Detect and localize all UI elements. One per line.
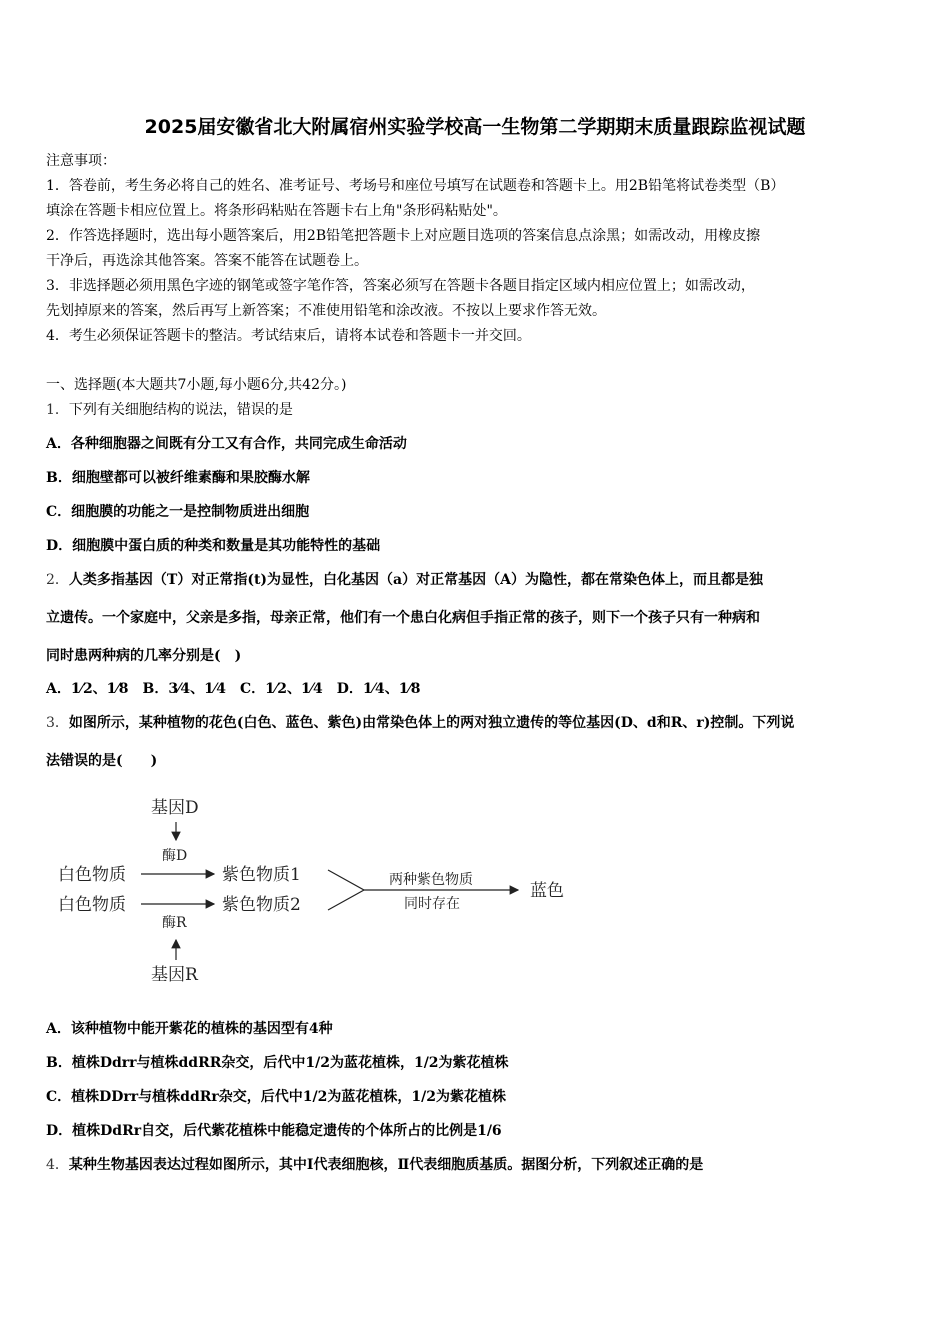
notice-line: 先划掉原来的答案，然后再写上新答案；不准使用铅笔和涂改液。不按以上要求作答无效。 — [46, 303, 606, 319]
question-number: 4． — [46, 1157, 69, 1173]
question-2-options: A．1⁄2、1⁄8 B．3⁄4、1⁄4 C．1⁄2、1⁄4 D．1⁄4、1⁄8 — [46, 681, 421, 697]
question-number: 3． — [46, 715, 69, 731]
question-1-option-c: C．细胞膜的功能之一是控制物质进出细胞 — [46, 504, 310, 520]
question-text: 下列有关细胞结构的说法，错误的是 — [68, 402, 293, 418]
question-3-stem-line1 — [46, 713, 794, 733]
question-3-option-d: D．植株DdRr自交，后代紫花植株中能稳定遗传的个体所占的比例是1/6 — [46, 1123, 502, 1139]
question-number: 2． — [46, 572, 69, 588]
notice-heading: 注意事项： — [46, 153, 116, 169]
question-text: 如图所示，某种植物的花色(白色、蓝色、紫色)由常染色体上的两对独立遗传的等位基因(D、d和R、r)控制。下列说 — [68, 715, 795, 731]
enzyme-r-label: 酶R — [162, 915, 187, 931]
gene-d-label: 基因D — [151, 798, 199, 818]
question-1-option-b: B．细胞壁都可以被纤维素酶和果胶酶水解 — [46, 470, 310, 486]
notice-line: 干净后，再选涂其他答案。答案不能答在试题卷上。 — [46, 253, 368, 269]
section-heading: 一、选择题(本大题共7小题,每小题6分,共42分。) — [46, 377, 347, 393]
white-substance-2: 白色物质 — [58, 895, 126, 915]
combine-label-2: 同时存在 — [404, 896, 460, 912]
purple-substance-2: 紫色物质2 — [222, 895, 301, 915]
question-2-stem-line1 — [46, 570, 763, 590]
purple-substance-1: 紫色物质1 — [222, 865, 301, 885]
question-2-stem-line2: 立遗传。一个家庭中，父亲是多指，母亲正常，他们有一个患白化病但手指正常的孩子，则下一个孩子只有一种病和 — [46, 610, 760, 626]
question-4-stem — [46, 1155, 703, 1175]
question-number: 1． — [46, 402, 69, 418]
question-3-option-a: A．该种植物中能开紫花的植株的基因型有4种 — [46, 1021, 333, 1037]
question-1-stem — [46, 400, 293, 420]
question-1-option-a: A．各种细胞器之间既有分工又有合作，共同完成生命活动 — [46, 436, 407, 452]
question-text: 某种生物基因表达过程如图所示，其中Ⅰ代表细胞核，Ⅱ代表细胞质基质。据图分析，下列叙述正确的是 — [68, 1157, 704, 1173]
page-title: 2025届安徽省北大附属宿州实验学校高一生物第二学期期末质量跟踪监视试题 — [144, 116, 806, 138]
question-2-stem-line3: 同时患两种病的几率分别是( ) — [46, 648, 242, 664]
notice-line: 4．考生必须保证答题卡的整洁。考试结束后，请将本试卷和答题卡一并交回。 — [46, 328, 531, 344]
flower-color-pathway-diagram — [46, 790, 586, 1000]
question-3-stem-line2: 法错误的是( ) — [46, 753, 158, 769]
notice-line: 填涂在答题卡相应位置上。将条形码粘贴在答题卡右上角"条形码粘贴处"。 — [46, 203, 507, 219]
question-3-option-b: B．植株Ddrr与植株ddRR杂交，后代中1/2为蓝花植株，1/2为紫花植株 — [46, 1055, 509, 1071]
blue-label: 蓝色 — [530, 881, 564, 901]
combine-label-1: 两种紫色物质 — [389, 872, 473, 888]
question-3-option-c: C．植株DDrr与植株ddRr杂交，后代中1/2为蓝花植株，1/2为紫花植株 — [46, 1089, 506, 1105]
merge-bracket — [328, 870, 364, 910]
question-1-option-d: D．细胞膜中蛋白质的种类和数量是其功能特性的基础 — [46, 538, 381, 554]
question-text: 人类多指基因（T）对正常指(t)为显性，白化基因（a）对正常基因（A）为隐性，都在常染色体上，而且都是独 — [68, 572, 763, 588]
gene-r-label: 基因R — [151, 965, 198, 985]
notice-line: 3．非选择题必须用黑色字迹的钢笔或签字笔作答，答案必须写在答题卡各题目指定区域内相应位置上；如需改动， — [46, 278, 755, 294]
white-substance-1: 白色物质 — [58, 865, 126, 885]
notice-line: 1．答卷前，考生务必将自己的姓名、准考证号、考场号和座位号填写在试题卷和答题卡上。用2B铅笔将试卷类型（B） — [46, 178, 785, 194]
notice-line: 2．作答选择题时，选出每小题答案后，用2B铅笔把答题卡上对应题目选项的答案信息点涂黑；如需改动，用橡皮擦 — [46, 228, 761, 244]
enzyme-d-label: 酶D — [162, 848, 188, 864]
